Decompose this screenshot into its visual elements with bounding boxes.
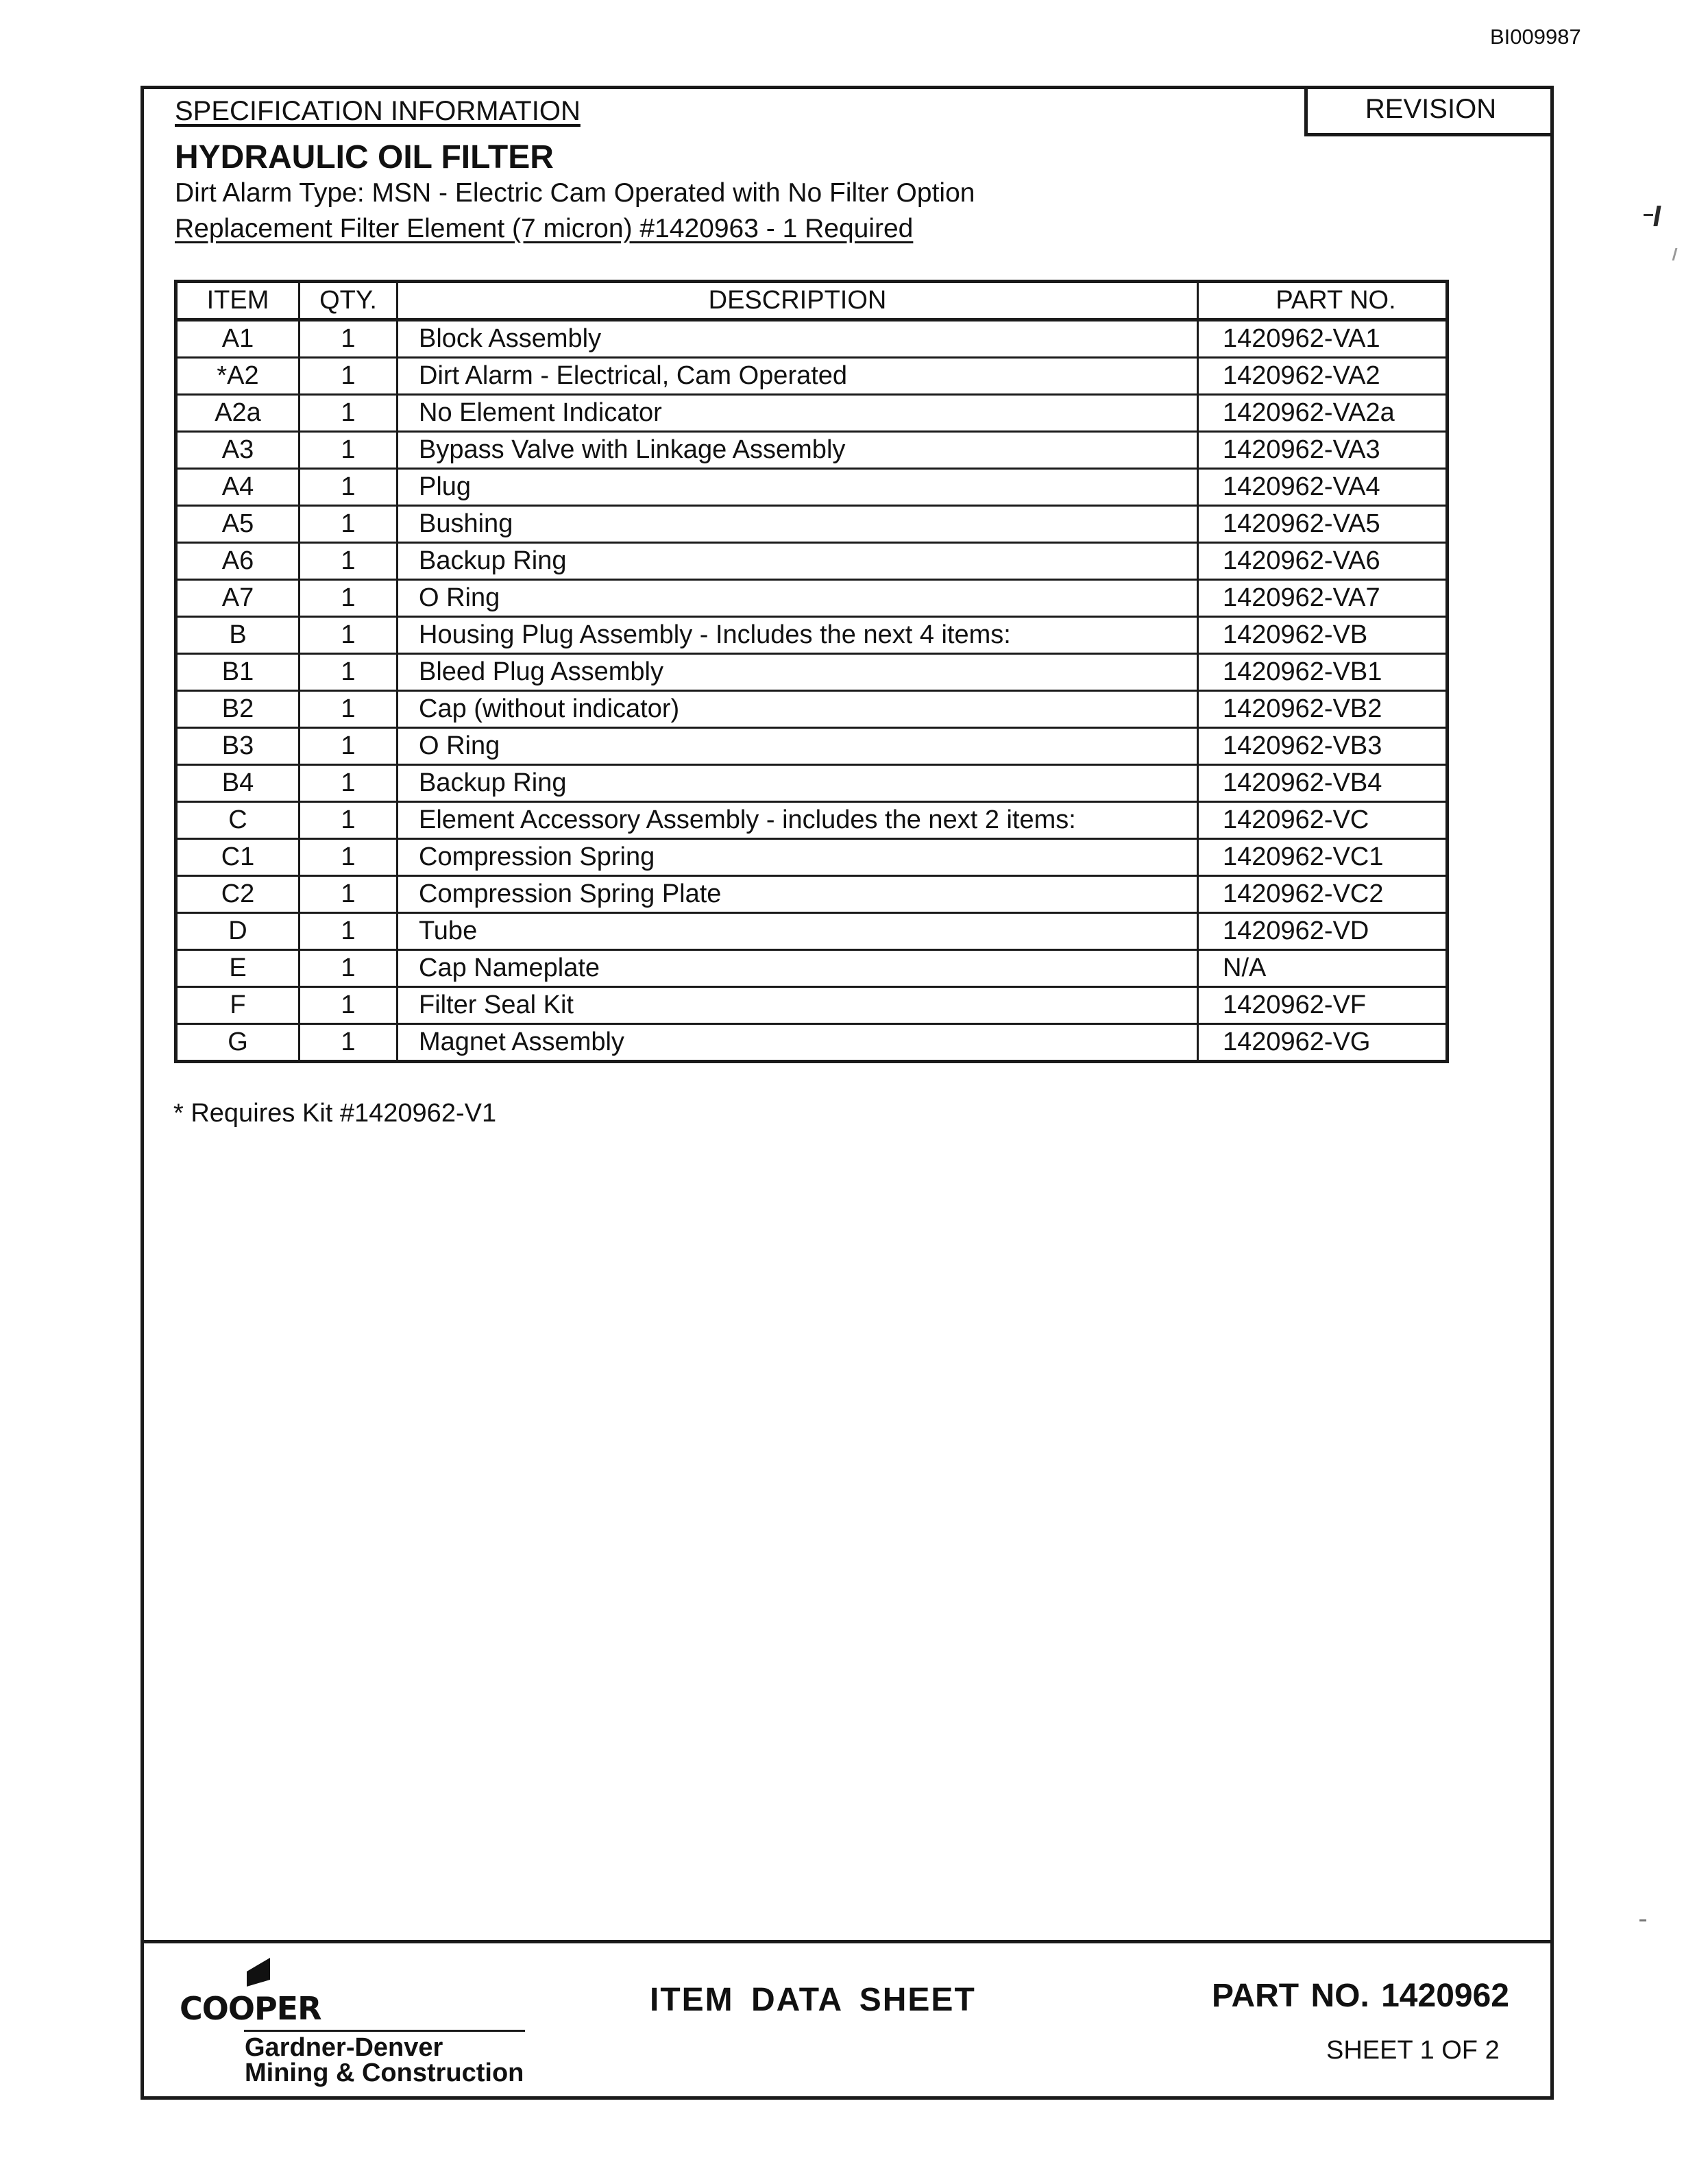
description-cell: Bypass Valve with Linkage Assembly xyxy=(398,432,1198,469)
margin-mark xyxy=(1653,206,1661,226)
qty-cell: 1 xyxy=(300,320,398,358)
qty-cell: 1 xyxy=(300,987,398,1024)
description-cell: Filter Seal Kit xyxy=(398,987,1198,1024)
description-cell: Bleed Plug Assembly xyxy=(398,654,1198,691)
table-row xyxy=(176,580,1448,617)
column-header-description: DESCRIPTION xyxy=(398,282,1198,320)
qty-cell: 1 xyxy=(300,1024,398,1062)
description-cell: Magnet Assembly xyxy=(398,1024,1198,1062)
document-id: BI009987 xyxy=(1490,25,1581,49)
part-no-cell: 1420962-VA2a xyxy=(1198,395,1448,432)
margin-mark xyxy=(1672,248,1678,260)
part-no-cell: 1420962-VA1 xyxy=(1198,320,1448,358)
table-row xyxy=(176,654,1448,691)
qty-cell: 1 xyxy=(300,691,398,728)
description-cell: Bushing xyxy=(398,506,1198,543)
description-cell: Cap Nameplate xyxy=(398,950,1198,987)
qty-cell: 1 xyxy=(300,543,398,580)
table-header-row xyxy=(176,282,1448,320)
description-cell: Element Accessory Assembly - includes the next 2 items: xyxy=(398,802,1198,839)
table-row xyxy=(176,320,1448,358)
spec-heading: SPECIFICATION INFORMATION xyxy=(175,96,581,126)
description-cell: O Ring xyxy=(398,580,1198,617)
item-cell: A1 xyxy=(176,320,300,358)
part-no-cell: 1420962-VA4 xyxy=(1198,469,1448,506)
item-cell: B3 xyxy=(176,728,300,765)
table-row xyxy=(176,617,1448,654)
item-cell: A5 xyxy=(176,506,300,543)
part-no-cell: 1420962-VA2 xyxy=(1198,358,1448,395)
qty-cell: 1 xyxy=(300,765,398,802)
qty-cell: 1 xyxy=(300,728,398,765)
column-header-item: ITEM xyxy=(176,282,300,320)
item-cell: B4 xyxy=(176,765,300,802)
item-cell: G xyxy=(176,1024,300,1062)
qty-cell: 1 xyxy=(300,432,398,469)
cooper-logo xyxy=(180,1958,536,2088)
revision-box xyxy=(1304,86,1554,136)
qty-cell: 1 xyxy=(300,802,398,839)
item-cell: A2a xyxy=(176,395,300,432)
parts-table-body xyxy=(176,320,1448,1062)
description-cell: Backup Ring xyxy=(398,765,1198,802)
item-cell: C2 xyxy=(176,876,300,913)
part-no-cell: 1420962-VA6 xyxy=(1198,543,1448,580)
logo-underline xyxy=(244,2030,525,2032)
footer-divider xyxy=(141,1940,1554,1943)
qty-cell: 1 xyxy=(300,395,398,432)
qty-cell: 1 xyxy=(300,913,398,950)
margin-mark xyxy=(1639,1919,1646,1921)
table-row xyxy=(176,876,1448,913)
part-no-cell: 1420962-VG xyxy=(1198,1024,1448,1062)
logo-division-name: Mining & Construction xyxy=(245,2059,524,2087)
part-no-cell: 1420962-VB4 xyxy=(1198,765,1448,802)
qty-cell: 1 xyxy=(300,580,398,617)
item-cell: A6 xyxy=(176,543,300,580)
part-no-cell: 1420962-VB1 xyxy=(1198,654,1448,691)
parts-table xyxy=(174,280,1449,1063)
item-cell: D xyxy=(176,913,300,950)
description-cell: Block Assembly xyxy=(398,320,1198,358)
item-cell: E xyxy=(176,950,300,987)
part-no-cell: 1420962-VB2 xyxy=(1198,691,1448,728)
qty-cell: 1 xyxy=(300,358,398,395)
description-cell: No Element Indicator xyxy=(398,395,1198,432)
column-header-part-no: PART NO. xyxy=(1198,282,1448,320)
table-row xyxy=(176,1024,1448,1062)
item-cell: B xyxy=(176,617,300,654)
item-data-sheet-title: ITEM DATA SHEET xyxy=(650,1982,976,2018)
table-row xyxy=(176,839,1448,876)
table-row xyxy=(176,765,1448,802)
table-row xyxy=(176,987,1448,1024)
description-cell: Compression Spring Plate xyxy=(398,876,1198,913)
dirt-alarm-line: Dirt Alarm Type: MSN - Electric Cam Operated with No Filter Option xyxy=(175,178,975,208)
part-no-cell: 1420962-VC2 xyxy=(1198,876,1448,913)
qty-cell: 1 xyxy=(300,654,398,691)
description-cell: Housing Plug Assembly - Includes the next 4 items: xyxy=(398,617,1198,654)
table-row xyxy=(176,950,1448,987)
table-row xyxy=(176,802,1448,839)
item-cell: F xyxy=(176,987,300,1024)
part-no-cell: 1420962-VD xyxy=(1198,913,1448,950)
description-cell: Tube xyxy=(398,913,1198,950)
item-cell: *A2 xyxy=(176,358,300,395)
part-no-cell: 1420962-VA3 xyxy=(1198,432,1448,469)
logo-company-name: Gardner-Denver xyxy=(245,2033,443,2062)
table-row xyxy=(176,913,1448,950)
item-cell: A3 xyxy=(176,432,300,469)
qty-cell: 1 xyxy=(300,506,398,543)
footer-part-number: PART NO. 1420962 xyxy=(1212,1978,1509,2014)
item-cell: A7 xyxy=(176,580,300,617)
table-row xyxy=(176,728,1448,765)
table-row xyxy=(176,432,1448,469)
description-cell: Plug xyxy=(398,469,1198,506)
revision-label: REVISION xyxy=(1365,94,1497,124)
part-no-cell: N/A xyxy=(1198,950,1448,987)
description-cell: Backup Ring xyxy=(398,543,1198,580)
column-header-qty: QTY. xyxy=(300,282,398,320)
item-cell: B2 xyxy=(176,691,300,728)
part-no-cell: 1420962-VB xyxy=(1198,617,1448,654)
item-cell: A4 xyxy=(176,469,300,506)
replacement-element-line: Replacement Filter Element (7 micron) #1420963 - 1 Required xyxy=(175,214,914,243)
part-no-cell: 1420962-VA7 xyxy=(1198,580,1448,617)
description-cell: Cap (without indicator) xyxy=(398,691,1198,728)
part-no-cell: 1420962-VC xyxy=(1198,802,1448,839)
item-cell: C1 xyxy=(176,839,300,876)
product-title: HYDRAULIC OIL FILTER xyxy=(175,139,554,175)
qty-cell: 1 xyxy=(300,469,398,506)
description-cell: Dirt Alarm - Electrical, Cam Operated xyxy=(398,358,1198,395)
margin-mark xyxy=(1644,214,1653,216)
table-row xyxy=(176,358,1448,395)
qty-cell: 1 xyxy=(300,839,398,876)
item-cell: C xyxy=(176,802,300,839)
qty-cell: 1 xyxy=(300,950,398,987)
qty-cell: 1 xyxy=(300,617,398,654)
kit-footnote: * Requires Kit #1420962-V1 xyxy=(173,1099,497,1128)
item-cell: B1 xyxy=(176,654,300,691)
part-no-cell: 1420962-VF xyxy=(1198,987,1448,1024)
qty-cell: 1 xyxy=(300,876,398,913)
sheet-number: SHEET 1 OF 2 xyxy=(1326,2036,1500,2065)
description-cell: Compression Spring xyxy=(398,839,1198,876)
table-row xyxy=(176,506,1448,543)
table-row xyxy=(176,469,1448,506)
table-row xyxy=(176,691,1448,728)
description-cell: O Ring xyxy=(398,728,1198,765)
part-no-cell: 1420962-VB3 xyxy=(1198,728,1448,765)
part-no-cell: 1420962-VA5 xyxy=(1198,506,1448,543)
table-row xyxy=(176,543,1448,580)
logo-flag-icon xyxy=(247,1958,270,1991)
part-no-cell: 1420962-VC1 xyxy=(1198,839,1448,876)
table-row xyxy=(176,395,1448,432)
logo-wordmark: COOPER xyxy=(180,1990,321,2027)
